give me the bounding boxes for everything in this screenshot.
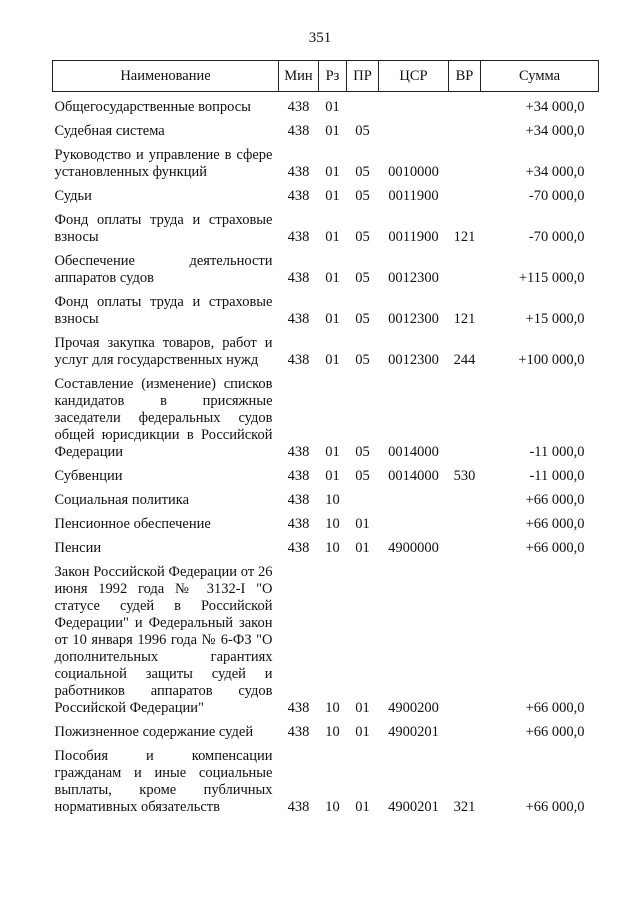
header-vr: ВР [449,61,481,92]
cell-sum: +66 000,0 [525,724,585,740]
header-pr: ПР [347,61,379,92]
cell-csr: 4900000 [388,540,439,556]
table-body [53,92,599,817]
cell-sum: +66 000,0 [525,540,585,556]
cell-sum: +115 000,0 [518,270,585,286]
cell-sum: -70 000,0 [528,188,585,204]
cell-csr: 4900201 [388,799,439,815]
header-min: Мин [279,61,319,92]
cell-vr [449,485,481,509]
cell-rz: 01 [325,164,340,180]
cell-sum: -11 000,0 [529,468,585,484]
table-row [53,205,599,246]
cell-name: Фонд оплаты труда и страховые взносы [54,294,273,327]
cell-min: 438 [287,492,310,508]
table-row [53,116,599,140]
cell-name: Субвенции [54,468,123,484]
cell-pr: 05 [355,270,370,286]
table-row [53,509,599,533]
cell-vr [449,509,481,533]
cell-rz: 10 [325,700,340,716]
cell-csr: 0012300 [388,352,439,368]
cell-csr [379,92,449,117]
cell-vr [449,717,481,741]
cell-name: Составление (изменение) списков кандидатов в присяжные заседатели федеральных судов общей юрисдикции в Российской Федерации [54,376,273,460]
cell-csr [379,116,449,140]
cell-vr [449,116,481,140]
cell-min: 438 [287,468,310,484]
cell-sum: +66 000,0 [525,516,585,532]
cell-csr: 4900201 [388,724,439,740]
cell-min: 438 [287,164,310,180]
cell-pr: 05 [355,164,370,180]
cell-sum: -11 000,0 [529,444,585,460]
cell-min: 438 [287,99,310,115]
cell-name: Общегосударственные вопросы [54,99,251,115]
table-row [53,287,599,328]
cell-sum: +34 000,0 [525,164,585,180]
budget-table [52,60,599,816]
cell-vr [449,140,481,181]
cell-name: Пенсии [54,540,102,556]
cell-sum: +34 000,0 [525,99,585,115]
cell-pr: 01 [355,516,370,532]
table-header-row [53,61,599,92]
table-row [53,246,599,287]
table-row [53,92,599,117]
cell-sum: +66 000,0 [525,700,585,716]
table-row [53,140,599,181]
header-name: Наименование [53,61,279,92]
cell-pr [347,485,379,509]
cell-vr [449,533,481,557]
cell-rz: 01 [325,229,340,245]
cell-pr [347,92,379,117]
cell-csr [379,485,449,509]
page-number: 351 [308,30,332,46]
cell-rz: 10 [325,540,340,556]
cell-rz: 01 [325,352,340,368]
cell-pr: 05 [355,311,370,327]
cell-pr: 05 [355,444,370,460]
table-row [53,717,599,741]
cell-vr [449,181,481,205]
header-csr: ЦСР [379,61,449,92]
cell-rz: 01 [325,123,340,139]
cell-name: Судебная система [54,123,165,139]
cell-vr: 530 [453,468,476,484]
cell-name: Обеспечение деятельности аппаратов судов [54,253,273,286]
cell-sum: +66 000,0 [525,492,585,508]
cell-csr: 0011900 [388,229,439,245]
cell-vr [449,557,481,717]
cell-name: Фонд оплаты труда и страховые взносы [54,212,273,245]
cell-pr: 01 [355,700,370,716]
cell-sum: +100 000,0 [518,352,585,368]
cell-rz: 10 [325,724,340,740]
cell-csr: 0011900 [388,188,439,204]
cell-rz: 10 [325,516,340,532]
cell-min: 438 [287,444,310,460]
cell-name: Пенсионное обеспечение [54,516,211,532]
cell-min: 438 [287,229,310,245]
cell-rz: 01 [325,270,340,286]
header-rz: Рз [319,61,347,92]
cell-vr [449,246,481,287]
cell-sum: +66 000,0 [525,799,585,815]
cell-rz: 01 [325,444,340,460]
cell-pr: 05 [355,352,370,368]
cell-min: 438 [287,516,310,532]
cell-vr: 121 [453,229,476,245]
cell-name: Закон Российской Федерации от 26 июня 1992 года № 3132-I "О статусе судей в Российской Федерации" и Федеральный закон от 10 января 1996 года № 6-ФЗ "О дополнительных гарантиях социальной защиты судей и работников аппаратов судов Российской Федерации" [54,564,273,716]
cell-pr: 05 [355,188,370,204]
table-row [53,369,599,461]
cell-name: Прочая закупка товаров, работ и услуг для государственных нужд [54,335,273,368]
header-sum: Сумма [481,61,599,92]
cell-name: Пожизненное содержание судей [54,724,254,740]
cell-csr: 0014000 [388,468,439,484]
cell-pr: 05 [355,468,370,484]
cell-rz: 10 [325,492,340,508]
cell-min: 438 [287,123,310,139]
cell-csr: 0014000 [388,444,439,460]
table-row [53,461,599,485]
cell-pr: 01 [355,540,370,556]
cell-name: Судьи [54,188,92,204]
cell-rz: 01 [325,468,340,484]
cell-min: 438 [287,270,310,286]
cell-min: 438 [287,724,310,740]
cell-vr: 244 [453,352,476,368]
cell-vr: 121 [453,311,476,327]
cell-vr [449,369,481,461]
cell-pr: 01 [355,724,370,740]
cell-pr: 01 [355,799,370,815]
cell-rz: 01 [325,99,340,115]
cell-sum: +34 000,0 [525,123,585,139]
cell-vr [449,92,481,117]
table-row [53,557,599,717]
cell-min: 438 [287,540,310,556]
cell-name: Руководство и управление в сфере установленных функций [54,147,273,180]
cell-pr: 05 [355,123,370,139]
cell-rz: 10 [325,799,340,815]
cell-csr: 0012300 [388,270,439,286]
cell-csr: 0012300 [388,311,439,327]
cell-name: Социальная политика [54,492,190,508]
table-row [53,328,599,369]
table-row [53,181,599,205]
cell-min: 438 [287,700,310,716]
table-row [53,533,599,557]
cell-vr: 321 [453,799,476,815]
cell-sum: +15 000,0 [525,311,585,327]
cell-name: Пособия и компенсации гражданам и иные социальные выплаты, кроме публичных нормативных обязательств [54,748,273,815]
cell-min: 438 [287,799,310,815]
cell-min: 438 [287,188,310,204]
cell-csr [379,509,449,533]
cell-sum: -70 000,0 [528,229,585,245]
cell-rz: 01 [325,188,340,204]
cell-min: 438 [287,352,310,368]
cell-csr: 4900200 [388,700,439,716]
cell-pr: 05 [355,229,370,245]
cell-rz: 01 [325,311,340,327]
cell-min: 438 [287,311,310,327]
table-row [53,485,599,509]
cell-csr: 0010000 [388,164,439,180]
table-row [53,741,599,816]
